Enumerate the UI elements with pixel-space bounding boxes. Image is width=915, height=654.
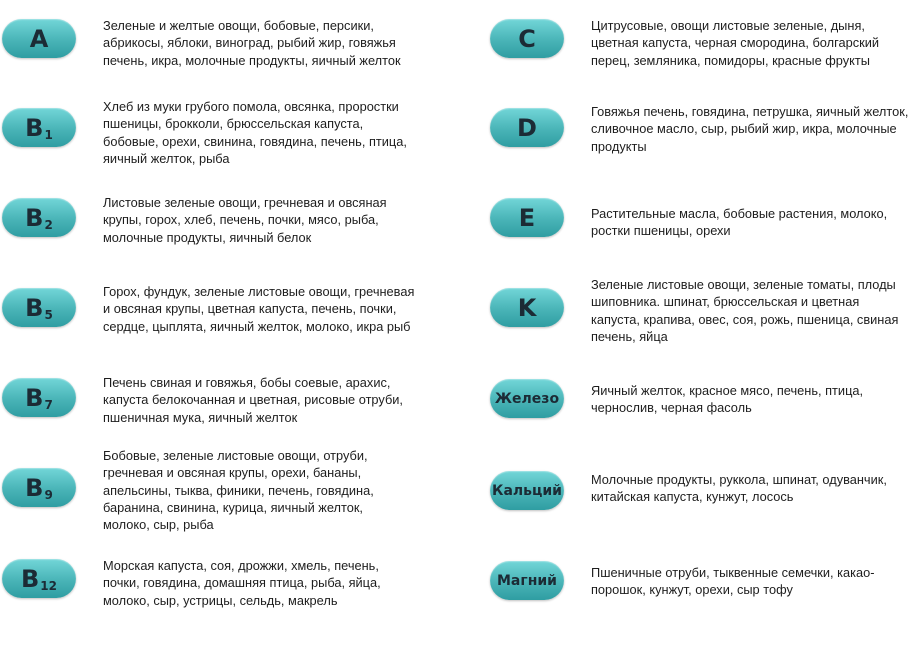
- vitamin-b9-badge: [2, 468, 76, 507]
- badge-label: Магний: [497, 572, 557, 589]
- vitamin-d-row: [457, 103, 914, 193]
- badge-letter: B: [25, 293, 44, 322]
- calcium-badge: [490, 471, 564, 510]
- vitamin-b7-badge: [2, 378, 76, 417]
- vitamin-d-badge: [490, 108, 564, 147]
- magnesium-row: [457, 564, 914, 654]
- vitamin-b12-row: [0, 557, 457, 647]
- vitamin-e-badge: [490, 198, 564, 237]
- vitamin-b9-foods: Бобовые, зеленые листовые овощи, отруби, гречневая и овсяная крупы, орехи, бананы, апельсины, тыква, финики, печень, говядина, баранина, свинина, курица, яичный желток, молоко, сыр, рыба: [103, 448, 374, 533]
- iron-row: [457, 382, 914, 472]
- badge-letter: B: [25, 113, 44, 142]
- vitamin-b1-foods: Хлеб из муки грубого помола, овсянка, проростки пшеницы, брокколи, брюссельская капуста, бобовые, орехи, свинина, говядина, печень, птица, яичный желток, рыба: [103, 99, 407, 166]
- badge-subscript: 5: [44, 307, 53, 322]
- vitamin-a-row: [0, 17, 457, 107]
- badge-letter: E: [518, 203, 536, 232]
- badge-letter: D: [517, 113, 537, 142]
- vitamin-b9-row: [0, 447, 457, 537]
- vitamin-c-row: [457, 17, 914, 107]
- badge-letter: B: [25, 203, 44, 232]
- iron-badge: [490, 379, 564, 418]
- vitamins-minerals-column: [457, 0, 914, 625]
- vitamin-d-foods: Говяжья печень, говядина, петрушка, яичный желток, сливочное масло, сыр, рыбий жир, икра, молочные продукты: [591, 104, 909, 154]
- badge-subscript: 2: [44, 217, 53, 232]
- vitamin-b12-foods: Морская капуста, соя, дрожжи, хмель, печень, почки, говядина, домашняя птица, рыба, яйца, молоко, сыр, устрицы, сельдь, макрель: [103, 558, 381, 608]
- calcium-row: [457, 471, 914, 561]
- vitamin-b1-row: [0, 98, 457, 188]
- vitamin-b2-badge: [2, 198, 76, 237]
- vitamin-b2-foods: Листовые зеленые овощи, гречневая и овсяная крупы, горох, хлеб, печень, почки, мясо, рыба, молочные продукты, яичный белок: [103, 195, 387, 245]
- badge-letter: C: [518, 24, 536, 53]
- vitamin-c-badge: [490, 19, 564, 58]
- vitamin-k-foods: Зеленые листовые овощи, зеленые томаты, плоды шиповника. шпинат, брюссельская и цветная капуста, крапива, овес, соя, рожь, пшеница, свиная печень, яйца: [591, 277, 899, 344]
- vitamin-b5-badge: [2, 288, 76, 327]
- vitamin-e-foods: Растительные масла, бобовые растения, молоко, ростки пшеницы, орехи: [591, 206, 888, 239]
- badge-subscript: 7: [44, 397, 53, 412]
- badge-letter: A: [29, 24, 49, 53]
- badge-label: Кальций: [492, 482, 562, 499]
- badge-subscript: 12: [40, 578, 57, 593]
- vitamin-b2-row: [0, 194, 457, 284]
- badge-letter: K: [517, 293, 537, 322]
- vitamin-c-foods: Цитрусовые, овощи листовые зеленые, дыня, цветная капуста, черная смородина, болгарский перец, земляника, помидоры, красные фрукты: [591, 18, 880, 68]
- badge-label: Железо: [494, 390, 560, 407]
- vitamin-a-foods: Зеленые и желтые овощи, бобовые, персики, абрикосы, яблоки, виноград, рыбий жир, говяжья печень, икра, молочные продукты, яичный желток: [103, 18, 401, 68]
- magnesium-foods: Пшеничные отруби, тыквенные семечки, какао- порошок, кунжут, орехи, сыр тофу: [591, 565, 875, 598]
- vitamin-k-badge: [490, 288, 564, 327]
- vitamin-b12-badge: [2, 559, 76, 598]
- badge-letter: B: [25, 473, 44, 502]
- vitamin-b5-foods: Горох, фундук, зеленые листовые овощи, гречневая и овсяная крупы, цветная капуста, печень, почки, сердце, цыплята, яичный желток, молоко, икра рыб: [103, 284, 415, 334]
- vitamins-column: [0, 0, 457, 625]
- badge-subscript: 1: [44, 127, 53, 142]
- iron-foods: Яичный желток, красное мясо, печень, птица, чернослив, черная фасоль: [591, 383, 864, 416]
- vitamin-b1-badge: [2, 108, 76, 147]
- badge-letter: B: [21, 564, 40, 593]
- magnesium-badge: [490, 561, 564, 600]
- vitamin-a-badge: [2, 19, 76, 58]
- badge-subscript: 9: [44, 487, 53, 502]
- calcium-foods: Молочные продукты, руккола, шпинат, одуванчик, китайская капуста, кунжут, лосось: [591, 472, 887, 505]
- vitamin-b7-foods: Печень свиная и говяжья, бобы соевые, арахис, капуста белокочанная и цветная, рисовые отруби, пшеничная мука, яичный желток: [103, 375, 403, 425]
- badge-letter: B: [25, 383, 44, 412]
- vitamin-k-row: [457, 276, 914, 366]
- vitamin-b5-row: [0, 283, 457, 373]
